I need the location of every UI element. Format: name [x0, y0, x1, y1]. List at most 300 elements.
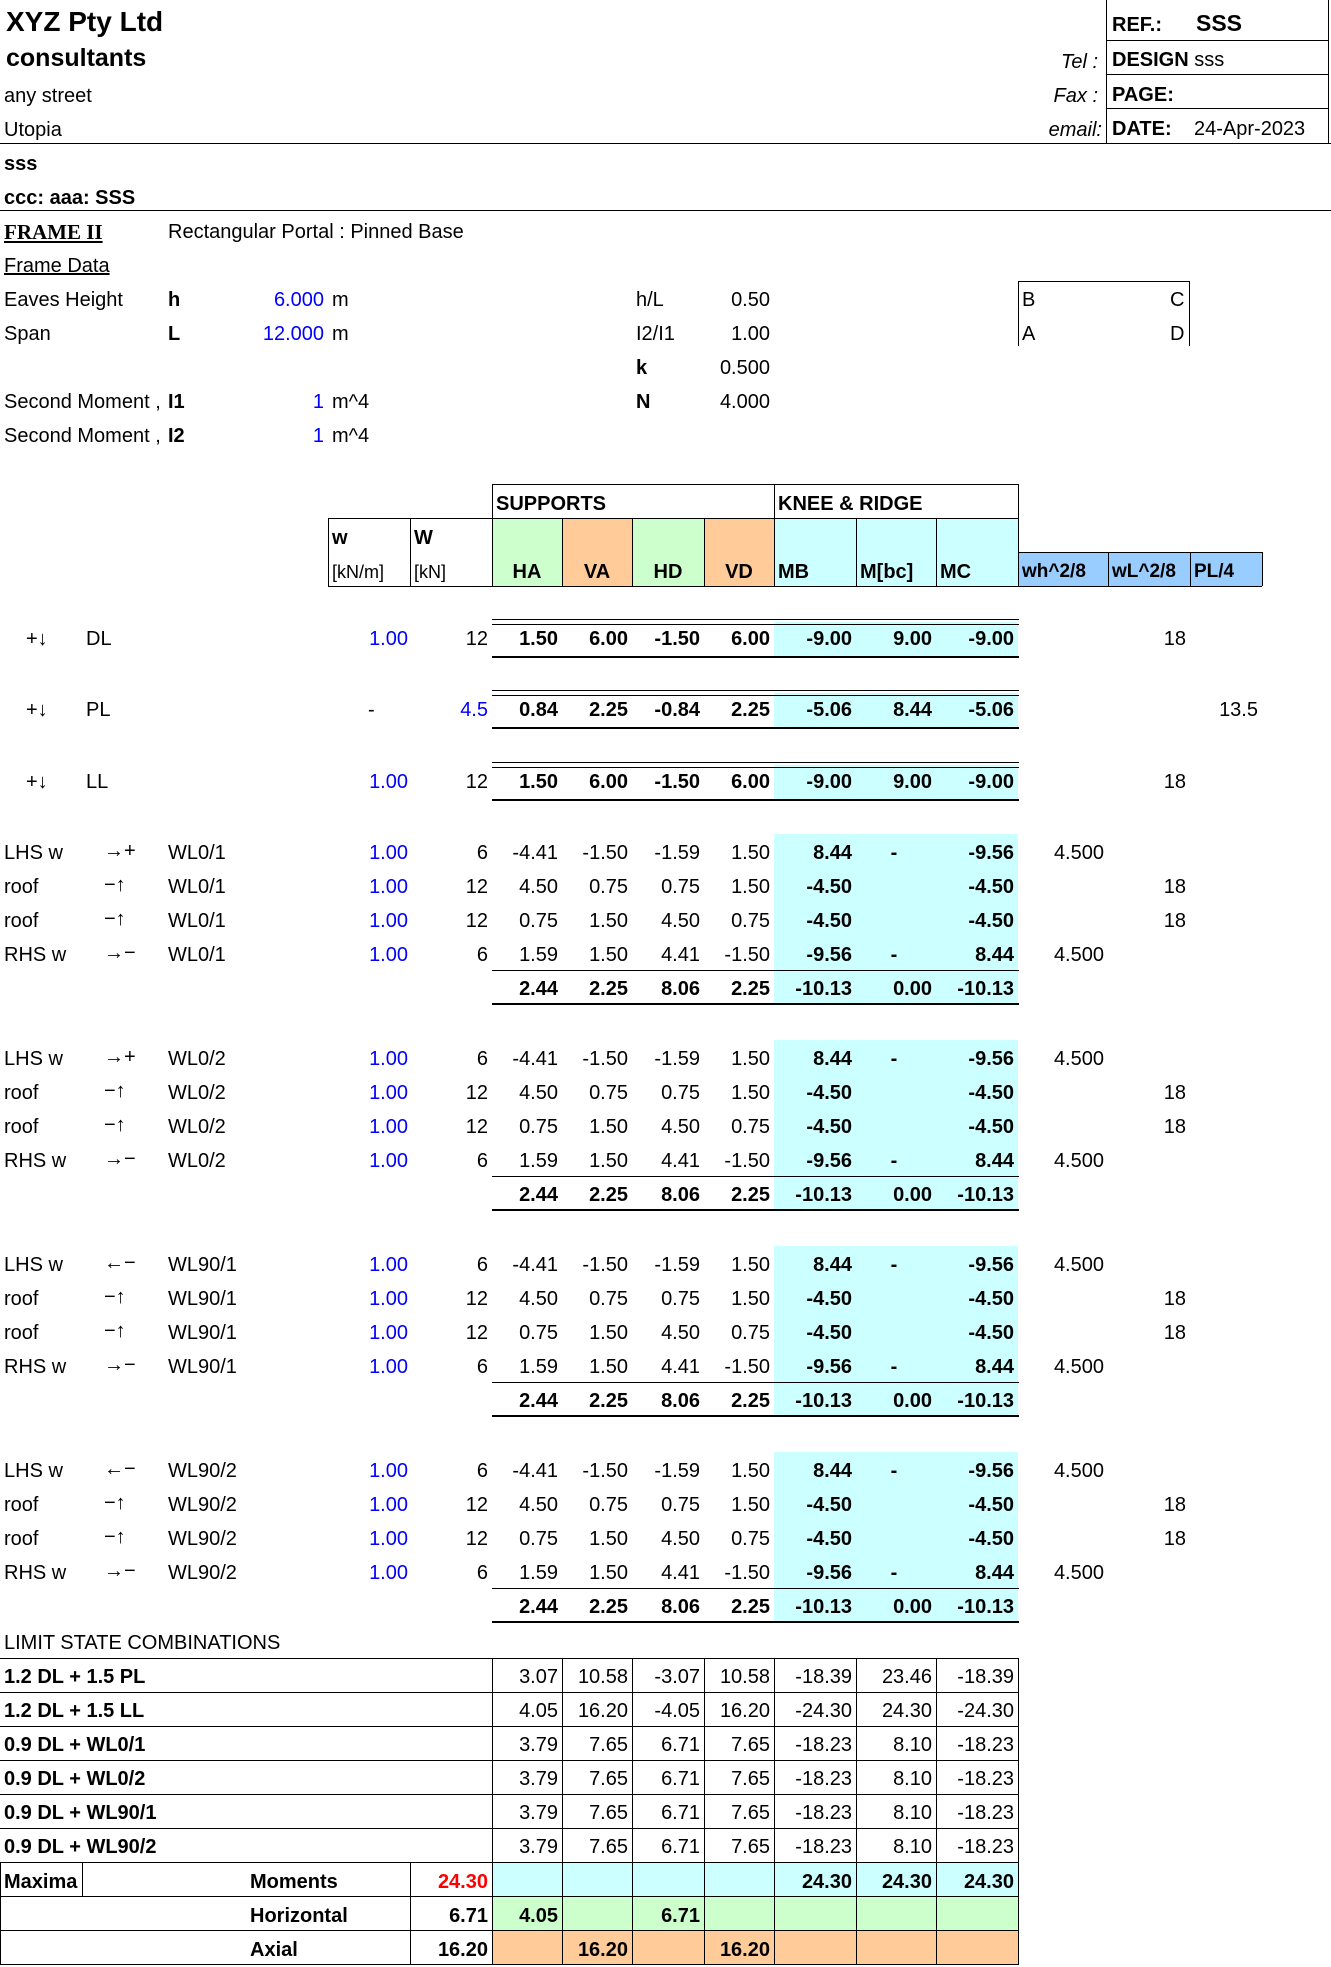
load-name: WL0/2 [168, 1116, 226, 1138]
frame-data-heading: Frame Data [4, 255, 110, 277]
mbc-value: - [890, 1048, 898, 1070]
va-value: -1.50 [582, 1460, 628, 1482]
w-unit-header: [kN/m] [332, 562, 384, 582]
combination-name: 0.9 DL + WL0/1 [4, 1734, 146, 1756]
email-label: email: [1048, 119, 1102, 141]
w-value[interactable]: 1.00 [369, 944, 408, 966]
down-arrow-icon: +↓ [26, 628, 48, 650]
load-direction-icon: ←− [104, 1458, 136, 1480]
load-direction-icon: −↑ [104, 1286, 126, 1308]
eaves-height-unit: m [332, 289, 349, 311]
hd-value: 6.71 [661, 1836, 700, 1858]
span-label: Span [4, 323, 51, 345]
W-value: 6 [476, 1460, 488, 1482]
load-direction-icon: →+ [104, 1046, 136, 1068]
mbc-value: 8.10 [893, 1768, 932, 1790]
vd-value: -1.50 [724, 1356, 770, 1378]
load-direction-icon: −↑ [104, 908, 126, 930]
mc-value: -9.56 [968, 1254, 1014, 1276]
maxima-moments-mbc: 24.30 [881, 1871, 932, 1893]
n-value: 4.000 [719, 391, 770, 413]
maxima-axial-label: Axial [250, 1939, 298, 1961]
mb-value: 8.44 [813, 1460, 852, 1482]
W-value[interactable]: 4.5 [460, 699, 488, 721]
load-direction-icon: −↑ [104, 1114, 126, 1136]
second-moment-2-label: Second Moment , [4, 425, 161, 447]
mb-value: -18.23 [795, 1802, 852, 1824]
mbc-value: - [890, 1150, 898, 1172]
hd-value: 4.50 [661, 1116, 700, 1138]
load-direction-icon: →+ [104, 840, 136, 862]
wl-value: 18 [1163, 1116, 1186, 1138]
vd-value: 1.50 [731, 1254, 770, 1276]
mb-value: -9.00 [806, 771, 852, 793]
load-name: WL90/1 [168, 1254, 237, 1276]
load-position: roof [4, 876, 39, 898]
hd-value: -1.59 [654, 1048, 700, 1070]
total-mb: -10.13 [795, 978, 852, 1000]
W-value: 12 [465, 628, 488, 650]
mb-value: -18.23 [795, 1768, 852, 1790]
vd-value: 7.65 [731, 1734, 770, 1756]
va-value: 6.00 [589, 771, 628, 793]
va-value: 7.65 [589, 1734, 628, 1756]
load-direction-icon: −↑ [104, 1526, 126, 1548]
span-value[interactable]: 12.000 [262, 323, 324, 345]
W-unit-header: [kN] [414, 562, 447, 582]
ha-value: 3.79 [519, 1836, 558, 1858]
mc-value: -4.50 [968, 910, 1014, 932]
va-value: 16.20 [577, 1700, 628, 1722]
ha-value: -4.41 [512, 842, 558, 864]
va-value: 2.25 [589, 699, 628, 721]
load-name: WL90/1 [168, 1288, 237, 1310]
combination-name: 1.2 DL + 1.5 PL [4, 1666, 146, 1688]
w-header: w [332, 527, 348, 549]
maxima-moments-mb: 24.30 [801, 1871, 852, 1893]
W-value: 12 [465, 1528, 488, 1550]
mb-value: -18.23 [795, 1734, 852, 1756]
hd-value: 0.75 [661, 1288, 700, 1310]
mb-value: -9.56 [806, 1356, 852, 1378]
va-value: 0.75 [589, 1494, 628, 1516]
load-name: WL0/2 [168, 1048, 226, 1070]
mb-value: -18.39 [795, 1666, 852, 1688]
combination-name: 0.9 DL + WL90/1 [4, 1802, 157, 1824]
maxima-label: Maxima [4, 1871, 78, 1893]
maxima-moments-value: 24.30 [437, 1871, 488, 1893]
load-name: WL0/2 [168, 1082, 226, 1104]
vd-value: -1.50 [724, 1150, 770, 1172]
mc-value: 8.44 [975, 944, 1014, 966]
hd-value: -1.50 [654, 771, 700, 793]
total-hd: 8.06 [661, 1184, 700, 1206]
maxima-axial-value: 16.20 [437, 1939, 488, 1961]
mb-header: MB [778, 561, 810, 583]
W-value: 6 [476, 1254, 488, 1276]
address-line-2: Utopia [4, 119, 62, 141]
total-mb: -10.13 [795, 1184, 852, 1206]
load-name: PL [86, 699, 111, 721]
maxima-horizontal-value: 6.71 [449, 1905, 488, 1927]
load-name: WL0/1 [168, 842, 226, 864]
vd-value: 1.50 [731, 1082, 770, 1104]
eaves-height-label: Eaves Height [4, 289, 123, 311]
hd-value: 0.75 [661, 1082, 700, 1104]
mc-value: -18.39 [957, 1666, 1014, 1688]
vd-value: 1.50 [731, 842, 770, 864]
ha-value: 4.50 [519, 876, 558, 898]
hd-value: 4.41 [661, 1562, 700, 1584]
wl-value: 18 [1163, 628, 1186, 650]
vd-value: 10.58 [719, 1666, 770, 1688]
W-value: 6 [476, 1150, 488, 1172]
W-value: 12 [465, 1494, 488, 1516]
hd-value: 6.71 [661, 1768, 700, 1790]
load-name: WL0/1 [168, 910, 226, 932]
w-value[interactable]: 1.00 [369, 1460, 408, 1482]
load-direction-icon: −↑ [104, 1320, 126, 1342]
ha-header: HA [512, 561, 542, 583]
mbc-value: 8.44 [893, 699, 932, 721]
load-name: WL90/2 [168, 1528, 237, 1550]
mc-value: -4.50 [968, 1494, 1014, 1516]
wh-value: 4.500 [1053, 842, 1104, 864]
hd-value: 4.50 [661, 1322, 700, 1344]
W-value: 12 [465, 876, 488, 898]
ha-value: 1.50 [519, 628, 558, 650]
ha-value: 0.75 [519, 1116, 558, 1138]
hd-value: -1.59 [654, 1254, 700, 1276]
total-vd: 2.25 [731, 978, 770, 1000]
mc-value: -4.50 [968, 876, 1014, 898]
vd-value: 7.65 [731, 1836, 770, 1858]
wl-value: 18 [1163, 1288, 1186, 1310]
ha-value: 1.50 [519, 771, 558, 793]
vd-value: -1.50 [724, 1562, 770, 1584]
k-value: 0.500 [719, 357, 770, 379]
va-value: 7.65 [589, 1836, 628, 1858]
total-mb: -10.13 [795, 1596, 852, 1618]
load-name: DL [86, 628, 112, 650]
mbc-value: - [890, 1460, 898, 1482]
vd-value: 7.65 [731, 1802, 770, 1824]
mc-value: 8.44 [975, 1562, 1014, 1584]
total-ha: 2.44 [519, 1184, 558, 1206]
load-position: roof [4, 1494, 39, 1516]
va-value: 7.65 [589, 1802, 628, 1824]
w-value[interactable]: 1.00 [369, 1322, 408, 1344]
mbc-value: 23.46 [881, 1666, 932, 1688]
mb-value: -4.50 [806, 910, 852, 932]
company-name: XYZ Pty Ltd [6, 6, 164, 37]
mb-value: -9.56 [806, 1150, 852, 1172]
ha-value: 3.79 [519, 1768, 558, 1790]
vd-header: VD [725, 561, 753, 583]
total-va: 2.25 [589, 1596, 628, 1618]
wh28-header: wh^2/8 [1022, 561, 1086, 582]
total-mbc: 0.00 [893, 1596, 932, 1618]
hd-value: 4.50 [661, 910, 700, 932]
mbc-value: 8.10 [893, 1802, 932, 1824]
mbc-value: - [890, 842, 898, 864]
va-value: 6.00 [589, 628, 628, 650]
pl-value: 13.5 [1219, 699, 1258, 721]
hd-value: -4.05 [654, 1700, 700, 1722]
total-mbc: 0.00 [893, 1184, 932, 1206]
mc-value: 8.44 [975, 1150, 1014, 1172]
mc-value: -4.50 [968, 1082, 1014, 1104]
va-value: 10.58 [577, 1666, 628, 1688]
n-label: N [636, 391, 651, 413]
w-value[interactable]: 1.00 [369, 1254, 408, 1276]
va-value: 0.75 [589, 876, 628, 898]
knee-ridge-header: KNEE & RIDGE [778, 493, 923, 515]
maxima-horizontal-hd: 6.71 [661, 1905, 700, 1927]
w-value: - [368, 699, 375, 721]
second-moment-2-value[interactable]: 1 [312, 425, 324, 447]
wl-value: 18 [1163, 1528, 1186, 1550]
vd-value: 16.20 [719, 1700, 770, 1722]
load-name: WL0/2 [168, 1150, 226, 1172]
w-value[interactable]: 1.00 [369, 910, 408, 932]
mb-value: -4.50 [806, 876, 852, 898]
ha-value: 1.59 [519, 1356, 558, 1378]
wl-value: 18 [1163, 1082, 1186, 1104]
mb-value: 8.44 [813, 1254, 852, 1276]
mb-value: -9.56 [806, 944, 852, 966]
hd-value: 6.71 [661, 1734, 700, 1756]
vd-value: 0.75 [731, 1116, 770, 1138]
ha-value: 0.84 [519, 699, 558, 721]
va-value: 1.50 [589, 1150, 628, 1172]
w-value[interactable]: 1.00 [369, 842, 408, 864]
w-value[interactable]: 1.00 [369, 628, 408, 650]
mbc-value: 8.10 [893, 1734, 932, 1756]
mb-value: 8.44 [813, 842, 852, 864]
frame-description: Rectangular Portal : Pinned Base [168, 221, 464, 243]
second-moment-1-unit: m^4 [332, 391, 370, 413]
down-arrow-icon: +↓ [26, 771, 48, 793]
total-mc: -10.13 [957, 1390, 1014, 1412]
W-value: 6 [476, 944, 488, 966]
node-b-label: B [1022, 289, 1036, 311]
va-value: 0.75 [589, 1082, 628, 1104]
mb-value: -4.50 [806, 1528, 852, 1550]
project-line: sss [4, 153, 38, 175]
maxima-moments-label: Moments [250, 1871, 338, 1893]
node-d-label: D [1170, 323, 1185, 345]
vd-value: 1.50 [731, 1460, 770, 1482]
second-moment-1-symbol: I1 [168, 391, 185, 413]
total-mc: -10.13 [957, 1184, 1014, 1206]
load-position: LHS w [4, 1460, 63, 1482]
mb-value: -9.56 [806, 1562, 852, 1584]
vd-value: 1.50 [731, 876, 770, 898]
second-moment-2-symbol: I2 [168, 425, 185, 447]
va-value: 1.50 [589, 944, 628, 966]
load-name: WL90/2 [168, 1562, 237, 1584]
hd-value: -1.59 [654, 842, 700, 864]
W-value: 6 [476, 842, 488, 864]
mb-value: -9.00 [806, 628, 852, 650]
vd-value: 7.65 [731, 1768, 770, 1790]
hd-value: -1.50 [654, 628, 700, 650]
wl-value: 18 [1163, 1494, 1186, 1516]
wl-value: 18 [1163, 771, 1186, 793]
w-value[interactable]: 1.00 [369, 1288, 408, 1310]
k-label: k [636, 357, 648, 379]
w-value[interactable]: 1.00 [369, 1562, 408, 1584]
load-direction-icon: →− [104, 1148, 136, 1170]
hd-header: HD [653, 561, 683, 583]
hd-value: 4.41 [661, 1150, 700, 1172]
load-position: RHS w [4, 944, 67, 966]
mc-value: -5.06 [968, 699, 1014, 721]
ha-value: 4.50 [519, 1494, 558, 1516]
ha-value: 4.50 [519, 1082, 558, 1104]
total-hd: 8.06 [661, 1596, 700, 1618]
hd-value: -3.07 [654, 1666, 700, 1688]
ha-value: 0.75 [519, 1528, 558, 1550]
wh-value: 4.500 [1053, 1150, 1104, 1172]
va-value: 1.50 [589, 910, 628, 932]
total-va: 2.25 [589, 1184, 628, 1206]
W-value: 12 [465, 1288, 488, 1310]
mb-value: -24.30 [795, 1700, 852, 1722]
mbc-value: 9.00 [893, 771, 932, 793]
W-value: 6 [476, 1356, 488, 1378]
vd-value: 0.75 [731, 910, 770, 932]
maxima-axial-va: 16.20 [577, 1939, 628, 1961]
w-value[interactable]: 1.00 [369, 1116, 408, 1138]
mbc-value: 9.00 [893, 628, 932, 650]
load-name: WL0/1 [168, 944, 226, 966]
ha-value: 4.50 [519, 1288, 558, 1310]
wl-value: 18 [1163, 1322, 1186, 1344]
second-moment-2-unit: m^4 [332, 425, 370, 447]
w-value[interactable]: 1.00 [369, 1528, 408, 1550]
mc-value: 8.44 [975, 1356, 1014, 1378]
mc-value: -4.50 [968, 1528, 1014, 1550]
va-header: VA [583, 561, 611, 583]
ha-value: 0.75 [519, 1322, 558, 1344]
vd-value: 1.50 [731, 1494, 770, 1516]
mbc-value: - [890, 944, 898, 966]
load-position: roof [4, 1116, 39, 1138]
hd-value: -1.59 [654, 1460, 700, 1482]
wh-value: 4.500 [1053, 1048, 1104, 1070]
load-direction-icon: ←− [104, 1252, 136, 1274]
load-position: RHS w [4, 1356, 67, 1378]
mc-value: -24.30 [957, 1700, 1014, 1722]
combinations-heading: LIMIT STATE COMBINATIONS [4, 1632, 281, 1654]
i2-over-i1-label: I2/I1 [636, 323, 675, 345]
w-value[interactable]: 1.00 [369, 1048, 408, 1070]
load-direction-icon: →− [104, 1560, 136, 1582]
total-ha: 2.44 [519, 1596, 558, 1618]
w-value[interactable]: 1.00 [369, 1494, 408, 1516]
vd-value: 1.50 [731, 1048, 770, 1070]
mc-value: -9.56 [968, 1048, 1014, 1070]
hd-value: 0.75 [661, 876, 700, 898]
load-direction-icon: −↑ [104, 1492, 126, 1514]
mc-value: -18.23 [957, 1836, 1014, 1858]
total-mbc: 0.00 [893, 1390, 932, 1412]
combination-name: 0.9 DL + WL90/2 [4, 1836, 157, 1858]
ha-value: -4.41 [512, 1460, 558, 1482]
design-label: DESIGN [1112, 49, 1189, 71]
load-position: roof [4, 910, 39, 932]
hd-value: 4.41 [661, 944, 700, 966]
vd-value: 0.75 [731, 1528, 770, 1550]
total-vd: 2.25 [731, 1390, 770, 1412]
second-moment-1-value[interactable]: 1 [312, 391, 324, 413]
maxima-horizontal-ha: 4.05 [519, 1905, 558, 1927]
w-value[interactable]: 1.00 [369, 1356, 408, 1378]
va-value: 1.50 [589, 1562, 628, 1584]
W-value: 6 [476, 1562, 488, 1584]
load-position: roof [4, 1288, 39, 1310]
w-value[interactable]: 1.00 [369, 771, 408, 793]
load-name: WL90/1 [168, 1322, 237, 1344]
maxima-axial-vd: 16.20 [719, 1939, 770, 1961]
w-value[interactable]: 1.00 [369, 1082, 408, 1104]
total-mb: -10.13 [795, 1390, 852, 1412]
hd-value: -0.84 [654, 699, 700, 721]
W-value: 12 [465, 1322, 488, 1344]
mc-value: -9.00 [968, 771, 1014, 793]
vd-value: 2.25 [731, 699, 770, 721]
maxima-moments-mc: 24.30 [963, 1871, 1014, 1893]
frame-title: FRAME II [4, 220, 103, 244]
w-value[interactable]: 1.00 [369, 1150, 408, 1172]
wh-value: 4.500 [1053, 1562, 1104, 1584]
hd-value: 4.41 [661, 1356, 700, 1378]
mc-value: -18.23 [957, 1734, 1014, 1756]
load-name: WL90/2 [168, 1460, 237, 1482]
supports-header: SUPPORTS [496, 493, 607, 515]
ha-value: -4.41 [512, 1048, 558, 1070]
w-value[interactable]: 1.00 [369, 876, 408, 898]
mb-value: -5.06 [806, 699, 852, 721]
ha-value: 1.59 [519, 1562, 558, 1584]
va-value: 1.50 [589, 1116, 628, 1138]
W-value: 12 [465, 1116, 488, 1138]
eaves-height-value[interactable]: 6.000 [273, 289, 324, 311]
mc-value: -4.50 [968, 1288, 1014, 1310]
va-value: 7.65 [589, 1768, 628, 1790]
load-position: roof [4, 1082, 39, 1104]
mbc-header: M[bc] [860, 561, 914, 583]
mbc-value: - [890, 1356, 898, 1378]
date-value: 24-Apr-2023 [1194, 118, 1306, 140]
ha-value: 0.75 [519, 910, 558, 932]
va-value: -1.50 [582, 1254, 628, 1276]
combination-name: 0.9 DL + WL0/2 [4, 1768, 146, 1790]
load-position: roof [4, 1528, 39, 1550]
mb-value: -4.50 [806, 1082, 852, 1104]
total-va: 2.25 [589, 1390, 628, 1412]
total-vd: 2.25 [731, 1184, 770, 1206]
maxima-horizontal-label: Horizontal [250, 1905, 348, 1927]
W-value: 12 [465, 1082, 488, 1104]
total-va: 2.25 [589, 978, 628, 1000]
wh-value: 4.500 [1053, 1460, 1104, 1482]
ha-value: 4.05 [519, 1700, 558, 1722]
load-direction-icon: −↑ [104, 874, 126, 896]
node-c-label: C [1170, 289, 1185, 311]
